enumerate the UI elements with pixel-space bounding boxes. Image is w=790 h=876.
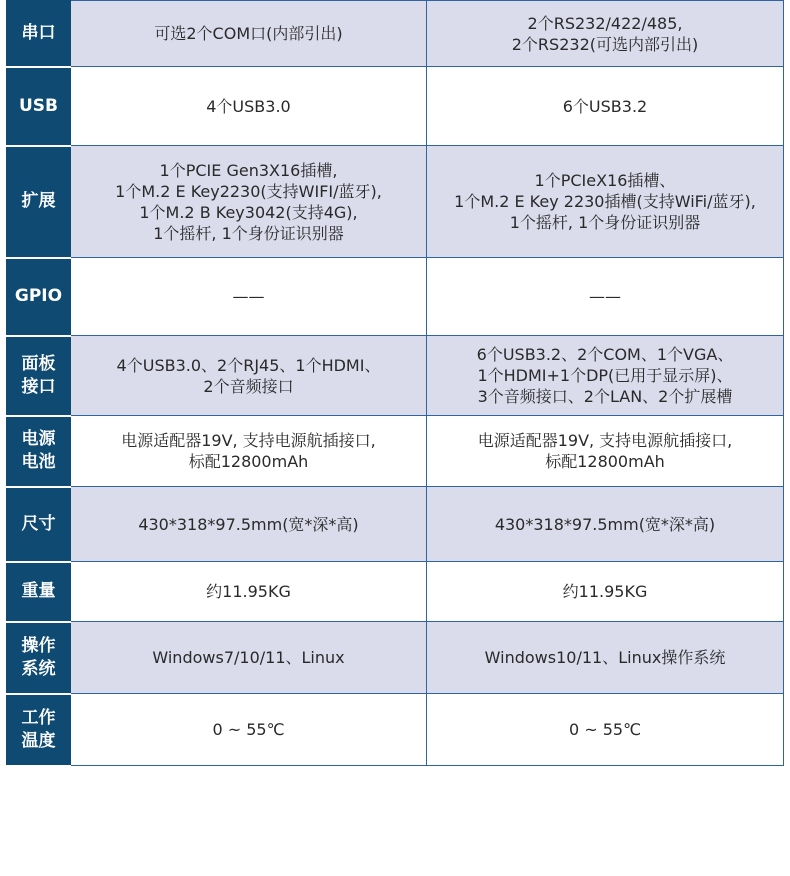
label-line: 扩展: [21, 191, 56, 211]
label-line: GPIO: [14, 286, 63, 306]
label-line: USB: [18, 95, 58, 116]
row-label-os: [7, 622, 71, 694]
label-line: 电源: [21, 429, 56, 449]
cell-line: 6个USB3.2、2个COM、1个VGA、: [476, 345, 734, 364]
cell-right: [427, 1, 784, 67]
table-row: [7, 622, 784, 694]
table-row: [7, 416, 784, 487]
table-row: [7, 146, 784, 258]
cell-line: 0 ~ 55℃: [212, 720, 285, 739]
cell-line: 1个PCIeX16插槽、: [534, 171, 676, 190]
cell-line: 1个摇杆, 1个身份证识别器: [509, 213, 701, 232]
cell-line: 1个M.2 E Key2230(支持WIFI/蓝牙),: [115, 181, 382, 201]
row-label-weight: [7, 562, 71, 622]
cell-line: 可选2个COM口(内部引出): [154, 24, 343, 43]
row-label-gpio: [7, 258, 71, 336]
cell-right: [427, 694, 784, 766]
table-row: [7, 336, 784, 416]
cell-right: [427, 146, 784, 258]
cell-line: 电源适配器19V, 支持电源航插接口,: [477, 431, 733, 450]
cell-line: 430*318*97.5mm(宽*深*高): [138, 514, 359, 534]
cell-left: [71, 562, 427, 622]
cell-left: [71, 416, 427, 487]
row-label-panel-ports: [7, 336, 71, 416]
table-row: [7, 562, 784, 622]
cell-line: Windows10/11、Linux操作系统: [484, 648, 726, 667]
cell-right: [427, 562, 784, 622]
cell-line: 2个RS232(可选内部引出): [511, 34, 699, 54]
cell-right: [427, 416, 784, 487]
row-label-expansion: [7, 146, 71, 258]
label-line: 尺寸: [21, 513, 56, 534]
cell-left: [71, 1, 427, 67]
row-label-serial: [7, 1, 71, 67]
cell-line: 标配12800mAh: [188, 452, 309, 471]
label-line: 面板: [21, 353, 56, 374]
cell-left: [71, 146, 427, 258]
cell-left: [71, 67, 427, 146]
label-line: 操作: [21, 635, 56, 656]
label-line: 电池: [21, 452, 56, 472]
cell-line: 430*318*97.5mm(宽*深*高): [494, 514, 716, 534]
cell-line: 6个USB3.2: [562, 96, 648, 116]
row-label-dimensions: [7, 487, 71, 562]
cell-line: 1个摇杆, 1个身份证识别器: [153, 223, 344, 243]
cell-right: [427, 258, 784, 336]
row-label-usb: [7, 67, 71, 146]
cell-line: 3个音频接口、2个LAN、2个扩展槽: [477, 387, 733, 406]
label-line: 工作: [21, 707, 56, 728]
cell-line: ——: [589, 287, 621, 306]
cell-line: 标配12800mAh: [545, 452, 665, 471]
cell-left: [71, 258, 427, 336]
label-line: 串口: [21, 22, 56, 43]
cell-line: 4个USB3.0、2个RJ45、1个HDMI、: [116, 355, 381, 375]
table-row: [7, 1, 784, 67]
cell-left: [71, 622, 427, 694]
cell-right: [427, 622, 784, 694]
cell-right: [427, 67, 784, 146]
cell-line: ——: [232, 287, 265, 306]
label-line: 温度: [21, 730, 56, 751]
cell-left: [71, 336, 427, 416]
cell-line: 0 ~ 55℃: [568, 720, 642, 739]
cell-line: 约11.95KG: [206, 582, 291, 601]
cell-line: 约11.95KG: [562, 582, 648, 601]
cell-line: 电源适配器19V, 支持电源航插接口,: [121, 431, 376, 450]
cell-line: Windows7/10/11、Linux: [152, 648, 345, 667]
table-row: [7, 487, 784, 562]
cell-right: [427, 487, 784, 562]
cell-line: 2个RS232/422/485,: [527, 13, 683, 33]
cell-line: 1个PCIE Gen3X16插槽,: [159, 160, 338, 180]
table-row: [7, 258, 784, 336]
cell-left: [71, 694, 427, 766]
cell-line: 4个USB3.0: [206, 96, 291, 116]
cell-left: [71, 487, 427, 562]
cell-line: 1个M.2 E Key 2230插槽(支持WiFi/蓝牙),: [454, 192, 756, 211]
label-line: 接口: [21, 376, 56, 397]
label-line: 系统: [21, 658, 56, 679]
table-row: [7, 694, 784, 766]
cell-line: 2个音频接口: [203, 376, 294, 396]
cell-right: [427, 336, 784, 416]
label-line: 重量: [21, 581, 56, 601]
row-label-power-battery: [7, 416, 71, 487]
table-row: [7, 67, 784, 146]
cell-line: 1个M.2 B Key3042(支持4G),: [139, 202, 358, 222]
cell-line: 1个HDMI+1个DP(已用于显示屏)、: [477, 366, 733, 385]
row-label-operating-temp: [7, 694, 71, 766]
spec-comparison-table: [6, 0, 784, 767]
